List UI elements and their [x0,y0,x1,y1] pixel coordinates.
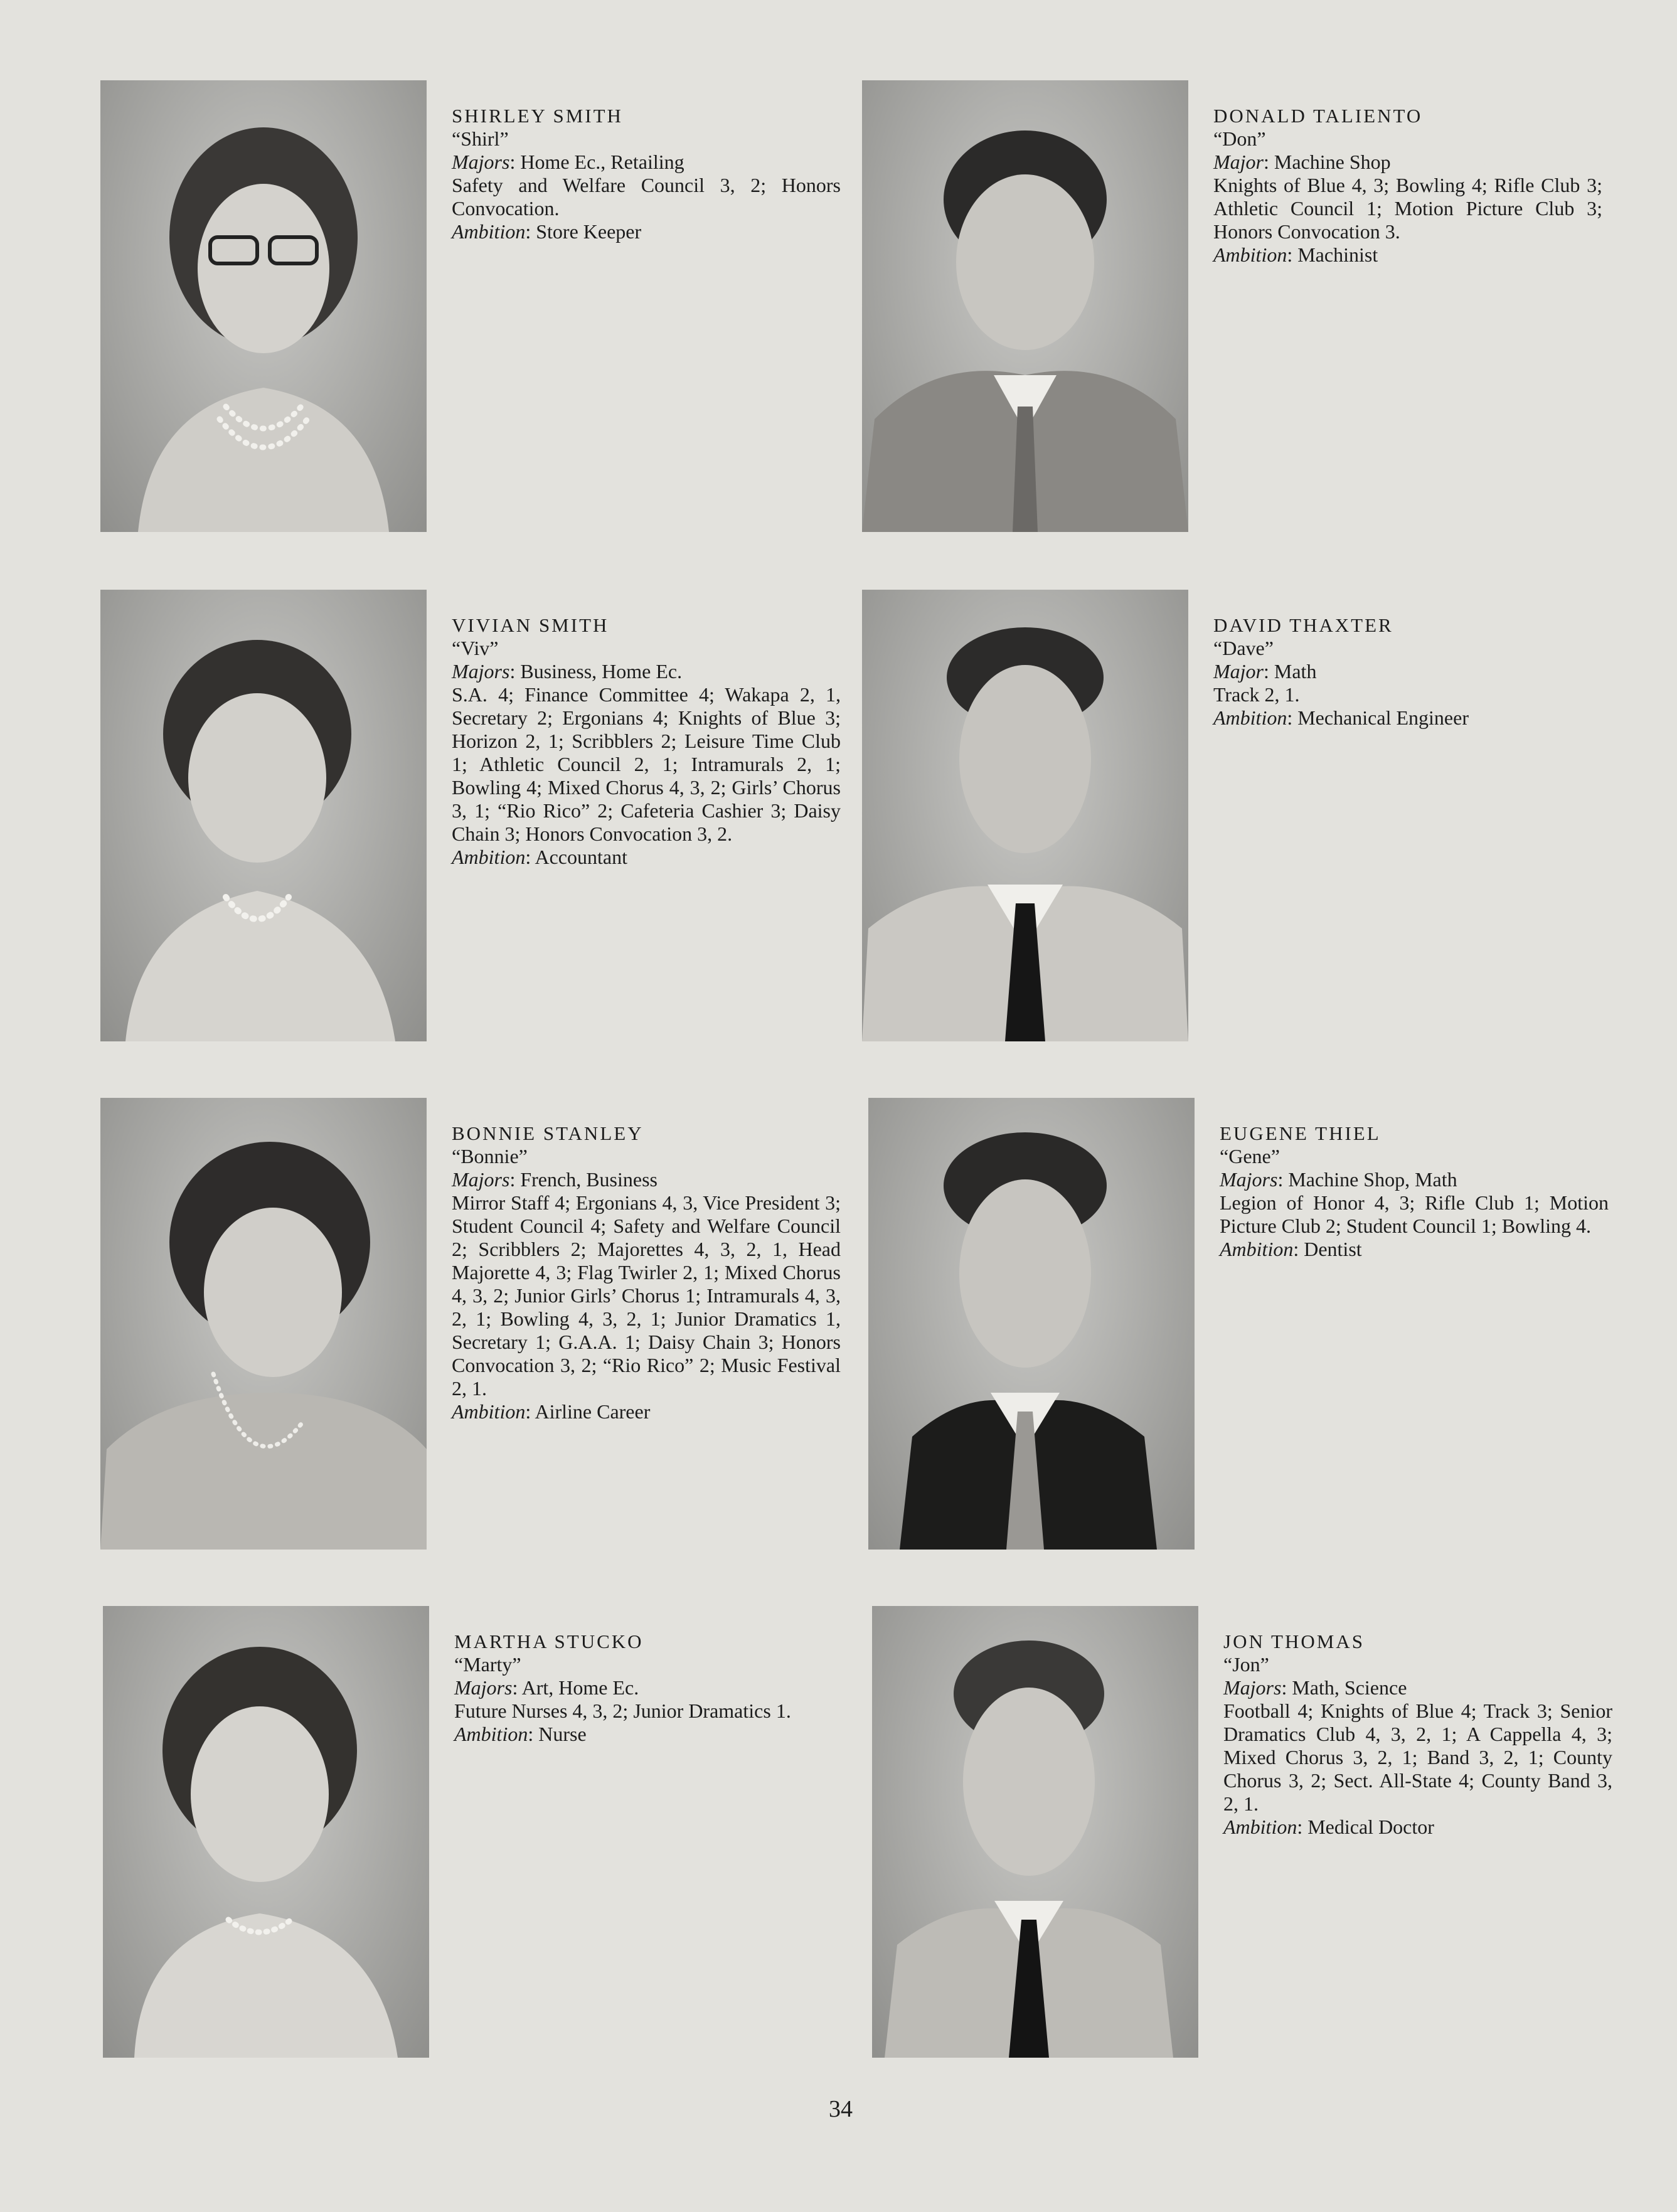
student-photo [862,80,1188,532]
student-entry-shirley-smith [100,80,872,538]
ambition-label: Ambition [452,846,526,868]
portrait-photo [868,1098,1195,1550]
majors-label: Majors [452,151,510,173]
student-photo [862,590,1188,1041]
majors-label: Majors [1223,1676,1282,1699]
student-majors: Major: Math [1213,660,1317,683]
student-text [452,104,841,243]
student-activities: Knights of Blue 4, 3; Bowling 4; Rifle Club 3; Athletic Council 1; Motion Picture Club 3; Honors Convocation 3. [1213,174,1602,243]
ambition-value: Mechanical Engineer [1297,706,1469,729]
student-text [1223,1630,1612,1839]
ambition-value: Nurse [538,1723,587,1745]
majors-label: Major [1213,660,1264,683]
student-name: JON THOMAS [1223,1630,1365,1652]
majors-value: Home Ec., Retailing [520,151,684,173]
student-activities: Football 4; Knights of Blue 4; Track 3; Senior Dramatics Club 4, 3, 2, 1; A Cappella 4, 3; Mixed Chorus 3, 2, 1; Band 3, 2, 1; County Chorus 3, 2; Sect. All-State 4; County Band 3, 2, 1. [1223,1699,1612,1815]
student-photo [103,1606,429,2058]
student-majors: Majors: Machine Shop, Math [1220,1168,1457,1191]
student-name: EUGENE THIEL [1220,1122,1381,1144]
student-nickname: “Bonnie” [452,1145,528,1167]
student-ambition: Ambition: Machinist [1213,243,1378,266]
student-ambition: Ambition: Accountant [452,846,627,868]
student-entry-david-thaxter [862,590,1634,1048]
ambition-label: Ambition [452,1400,526,1423]
student-activities: S.A. 4; Finance Committee 4; Wakapa 2, 1, Secretary 2; Ergonians 4; Knights of Blue 3; Horizon 2, 1; Scribblers 2; Leisure Time Club 1; Athletic Council 2, 1; Intramurals 2, 1; Bowling 4; Mixed Chorus 4, 3, 2; Girls’ Chorus 3, 1; “Rio Rico” 2; Cafeteria Cashier 3; Daisy Chain 3; Honors Convocation 3, 2. [452,683,841,845]
portrait-photo [862,590,1188,1041]
ambition-label: Ambition [452,220,526,243]
ambition-label: Ambition [1223,1816,1297,1838]
student-nickname: “Viv” [452,637,499,659]
student-name: DAVID THAXTER [1213,614,1393,636]
student-text [454,1630,843,1746]
student-entry-martha-stucko [103,1606,875,2064]
majors-label: Major [1213,151,1264,173]
student-majors: Majors: French, Business [452,1168,657,1191]
student-nickname: “Shirl” [452,127,509,150]
portrait-photo [100,1098,427,1550]
student-majors: Major: Machine Shop [1213,151,1391,173]
student-nickname: “Marty” [454,1653,521,1676]
student-entry-bonnie-stanley [100,1098,872,1556]
majors-value: Machine Shop [1274,151,1391,173]
student-ambition: Ambition: Medical Doctor [1223,1816,1434,1838]
student-nickname: “Don” [1213,127,1266,150]
majors-label: Majors [452,1168,510,1191]
student-entry-vivian-smith [100,590,872,1048]
student-text [452,614,841,869]
student-majors: Majors: Home Ec., Retailing [452,151,684,173]
student-text [1213,614,1602,730]
student-photo [100,80,427,532]
portrait-photo [100,590,427,1041]
student-ambition: Ambition: Airline Career [452,1400,651,1423]
student-activities: Future Nurses 4, 3, 2; Junior Dramatics 1. [454,1699,791,1722]
student-photo [100,590,427,1041]
majors-value: Math [1274,660,1317,683]
student-name: BONNIE STANLEY [452,1122,644,1144]
portrait-photo [103,1606,429,2058]
student-name: MARTHA STUCKO [454,1630,644,1652]
ambition-label: Ambition [1220,1238,1294,1260]
student-entry-donald-taliento [862,80,1634,538]
student-activities: Mirror Staff 4; Ergonians 4, 3, Vice President 3; Student Council 4; Safety and Welfare Council 2; Scribblers 2; Majorettes 4, 3, 2, 1, Head Majorette 4, 3; Flag Twirler 2, 1; Mixed Chorus 4, 3, 2; Junior Girls’ Chorus 1; Intramurals 4, 3, 2, 1; Bowling 4, 3, 2, 1; Junior Dramatics 1, Secretary 1; G.A.A. 1; Daisy Chain 3; Honors Convocation 3, 2; “Rio Rico” 2; Music Festival 2, 1. [452,1191,841,1400]
student-majors: Majors: Art, Home Ec. [454,1676,639,1699]
student-nickname: “Gene” [1220,1145,1280,1167]
majors-value: French, Business [520,1168,657,1191]
ambition-value: Accountant [535,846,627,868]
ambition-value: Airline Career [535,1400,651,1423]
student-entry-jon-thomas [872,1606,1644,2064]
majors-label: Majors [1220,1168,1278,1191]
student-ambition: Ambition: Mechanical Engineer [1213,706,1469,729]
student-photo [872,1606,1198,2058]
student-ambition: Ambition: Nurse [454,1723,587,1745]
student-name: DONALD TALIENTO [1213,105,1423,127]
student-text [1213,104,1602,267]
student-ambition: Ambition: Store Keeper [452,220,642,243]
majors-label: Majors [452,660,510,683]
student-ambition: Ambition: Dentist [1220,1238,1362,1260]
student-activities: Legion of Honor 4, 3; Rifle Club 1; Motion Picture Club 2; Student Council 1; Bowling 4. [1220,1191,1609,1237]
ambition-label: Ambition [454,1723,528,1745]
student-majors: Majors: Math, Science [1223,1676,1407,1699]
ambition-label: Ambition [1213,706,1287,729]
portrait-photo [862,80,1188,532]
student-nickname: “Jon” [1223,1653,1269,1676]
student-name: SHIRLEY SMITH [452,105,623,127]
student-nickname: “Dave” [1213,637,1274,659]
student-activities: Track 2, 1. [1213,683,1300,706]
ambition-label: Ambition [1213,243,1287,266]
student-majors: Majors: Business, Home Ec. [452,660,683,683]
majors-label: Majors [454,1676,513,1699]
ambition-value: Medical Doctor [1307,1816,1434,1838]
portrait-photo [872,1606,1198,2058]
student-text [1220,1122,1609,1261]
majors-value: Art, Home Ec. [521,1676,639,1699]
student-name: VIVIAN SMITH [452,614,609,636]
student-activities: Safety and Welfare Council 3, 2; Honors Convocation. [452,174,841,220]
portrait-photo [100,80,427,532]
majors-value: Math, Science [1292,1676,1407,1699]
ambition-value: Store Keeper [536,220,642,243]
student-photo [100,1098,427,1550]
student-entry-eugene-thiel [868,1098,1640,1556]
student-text [452,1122,841,1423]
ambition-value: Machinist [1297,243,1378,266]
page-number: 34 [829,2096,853,2122]
ambition-value: Dentist [1304,1238,1362,1260]
student-photo [868,1098,1195,1550]
majors-value: Business, Home Ec. [520,660,683,683]
majors-value: Machine Shop, Math [1288,1168,1457,1191]
